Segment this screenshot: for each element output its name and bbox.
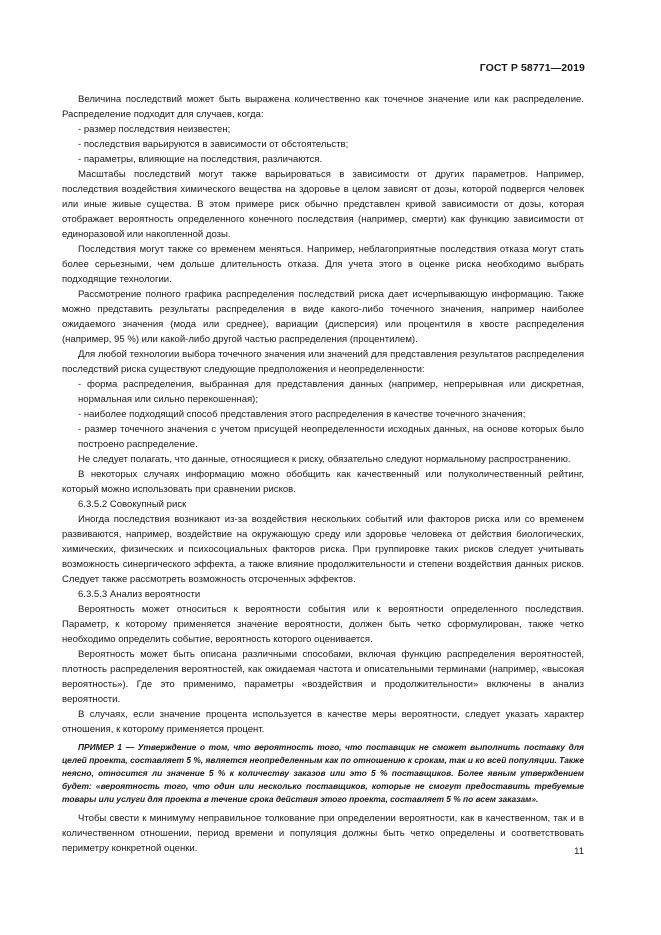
list-item: - последствия варьируются в зависимости от обстоятельств; xyxy=(78,139,349,150)
section-heading: 6.3.5.3 Анализ вероятности xyxy=(78,589,201,600)
paragraph: В случаях, если значение процента используется в качестве меры вероятности, следует указать характер отношения, к которому применяется процент. xyxy=(62,709,584,735)
paragraph: Иногда последствия возникают из-за воздействия нескольких событий или факторов риска или со временем развиваются, например, воздействие на окружающую среду или здоровье человека от действия биологических, химических, физических и психосоциальных факторов риска. При группировке таких рисков следует учитывать возможность синергического эффекта, а также влияние продолжительности и степени воздействия данных рисков. Следует также рассмотреть возможность отсроченных эффектов. xyxy=(62,514,584,585)
standard-designation: ГОСТ Р 58771—2019 xyxy=(479,62,585,74)
document-body xyxy=(62,92,584,856)
section-heading: 6.3.5.2 Совокупный риск xyxy=(78,499,187,510)
paragraph: Рассмотрение полного графика распределения последствий риска дает исчерпывающую информацию. Также можно представить результаты распределения в виде какого-либо точечного значения, например наиболее ожидаемого значения (мода или среднее), вариации (дисперсия) или процентиля в хвосте распределения (например, 95 %) или какой-либо другой частью распределения (процентилем). xyxy=(62,289,584,345)
list-item: - наиболее подходящий способ представления этого распределения в качестве точечного значения; xyxy=(78,409,526,420)
paragraph: Чтобы свести к минимуму неправильное толкование при определении вероятности, как в качественном, так и в количественном отношении, период времени и популяция должны быть четко определены и соответствовать периметру конкретной оценки. xyxy=(62,813,584,854)
paragraph: Вероятность может относиться к вероятности события или к вероятности определенного последствия. Параметр, к которому применяется значение вероятности, должен быть четко сформулирован, также четко необходимо определить событие, вероятность которого оценивается. xyxy=(62,604,584,645)
paragraph: Величина последствий может быть выражена количественно как точечное значение или как распределение. Распределение подходит для случаев, когда: xyxy=(62,94,584,120)
paragraph: Вероятность может быть описана различными способами, включая функцию распределения вероятностей, плотность распределения вероятностей, как ожидаемая частота и описательными терминами (например, «высокая вероятность»). Где это применимо, параметры «воздействия и продолжительности» включены в анализ вероятности. xyxy=(62,649,584,705)
paragraph: В некоторых случаях информацию можно обобщить как качественный или полуколичественный рейтинг, который можно использовать при сравнении рисков. xyxy=(62,469,584,495)
paragraph: Не следует полагать, что данные, относящиеся к риску, обязательно следуют нормальному распространению. xyxy=(78,454,571,465)
paragraph: Последствия могут также со временем меняться. Например, неблагоприятные последствия отказа могут стать более серьезными, чем дольше длительность отказа. Для учета этого в оценке риска необходимо выбрать подходящие технологии. xyxy=(62,244,584,285)
list-item: - параметры, влияющие на последствия, различаются. xyxy=(78,154,323,165)
list-item: - размер точечного значения с учетом присущей неопределенности исходных данных, на основе которых было построено распределение. xyxy=(78,424,584,450)
page-number: 11 xyxy=(574,846,584,857)
list-item: - размер последствия неизвестен; xyxy=(78,124,231,135)
example-note: ПРИМЕР 1 — Утверждение о том, что вероятность того, что поставщик не сможет выполнить поставку для целей проекта, составляет 5 %, является неопределенным как по отношению к срокам, так и ко всей популяции. Также неясно, относится ли значение 5 % к количеству заказов или это 5 % поставщиков. Более явным утверждением будет: «вероятность того, что один или несколько поставщиков, которые не смогут предоставить требуемые товары или услуги для проекта в течение срока действия этого проекта, составляет 5 % по всем заказам». xyxy=(62,742,584,804)
paragraph: Масштабы последствий могут также варьироваться в зависимости от других параметров. Например, последствия воздействия химического вещества на здоровье в целом зависят от дозы, которой подвергся человек или иные живые существа. В этом примере риск обычно представлен кривой зависимости от дозы, которая отображает вероятность определенного конечного последствия (например, смерти) как функцию зависимости от единоразовой или накопленной дозы. xyxy=(62,169,584,240)
paragraph: Для любой технологии выбора точечного значения или значений для представления результатов распределения последствий риска существуют следующие предположения и неопределенности: xyxy=(62,349,584,375)
list-item: - форма распределения, выбранная для представления данных (например, непрерывная или дискретная, нормальная или сильно перекошенная); xyxy=(78,379,584,405)
